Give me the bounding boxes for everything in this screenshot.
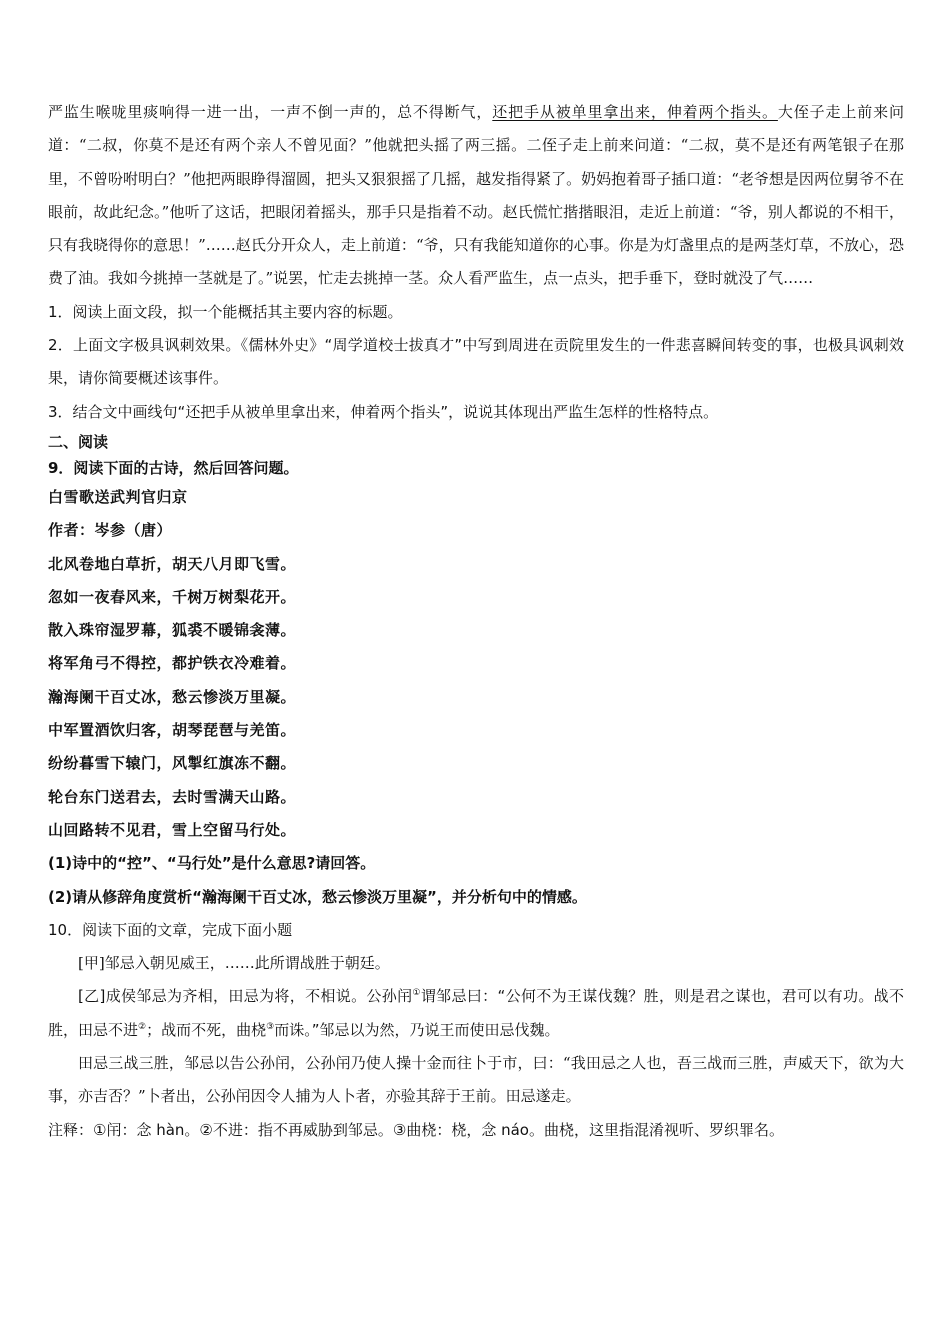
passage-yi-text: [乙]成侯邹忌为齐相，田忌为将，不相说。公孙闬: [78, 987, 413, 1006]
poem-title: 白雪歌送武判官归京: [48, 487, 188, 506]
poem-line: 纷纷暮雪下辕门，风掣红旗冻不翻。: [48, 754, 297, 773]
question-10: 10．阅读下面的文章，完成下面小题: [48, 920, 293, 939]
passage-paragraph: [48, 96, 904, 296]
footnote-mark: ②: [138, 1021, 147, 1032]
document-page: [48, 96, 904, 1147]
poem-line: 轮台东门送君去，去时雪满天山路。: [48, 787, 297, 806]
question-9: 9．阅读下面的古诗，然后回答问题。: [48, 458, 299, 477]
passage-yi-text: 谓邹忌曰：“公何不为王谋伐魏？胜，则是君之谋也，君可以有功。战不胜，田忌不进: [48, 987, 904, 1039]
poem-line: 山回路转不见君，雪上空留马行处。: [48, 820, 297, 839]
question-3: 3．结合文中画线句“还把手从被单里拿出来，伸着两个指头”，说说其体现出严监生怎样的性格特点。: [48, 402, 719, 421]
sub-question-1: (1)诗中的“控”、“马行处”是什么意思?请回答。: [48, 854, 376, 873]
footnote-mark: ①: [412, 988, 421, 999]
poem-line: 散入珠帘湿罗幕，狐裘不暖锦衾薄。: [48, 621, 297, 640]
passage-paragraph-3: 田忌三战三胜，邹忌以告公孙闬，公孙闬乃使人操十金而往卜于市，曰：“我田忌之人也，吾三战而三胜，声威天下，欲为大事，亦吉否？”卜者出，公孙闬因令人捕为人卜者，亦验其辞于王前。田忌遂走。: [48, 1054, 904, 1106]
passage-yi-text: 而诛。”邹忌以为然，乃说王而使田忌伐魏。: [274, 1020, 560, 1039]
poem-line: 将军角弓不得控，都护铁衣冷难着。: [48, 654, 297, 673]
question-2: 2．上面文字极具讽刺效果。《儒林外史》“周学道校士拔真才”中写到周进在贡院里发生的一件悲喜瞬间转变的事，也极具讽刺效果，请你简要概述该事件。: [48, 336, 904, 388]
passage-jia: [甲]邹忌入朝见威王，……此所谓战胜于朝廷。: [78, 954, 390, 973]
underlined-sentence: 还把手从被单里拿出来，伸着两个指头。: [492, 103, 778, 121]
passage-text-rest: 大侄子走上前来问道：“二叔，你莫不是还有两个亲人不曾见面？”他就把头摇了两三摇。二侄子走上前来问道：“二叔，莫不是还有两笔银子在那里，不曾吩咐明白？”他把两眼睁得溜圆，把头又狠狠摇了几摇，越发指得紧了。奶妈抱着哥子插口道：“老爷想是因两位舅爷不在眼前，故此纪念。”他听了这话，把眼闭着摇头，那手只是指着不动。赵氏慌忙揩揩眼泪，走近上前道：“爷，别人都说的不相干，只有我晓得你的意思！”……赵氏分开众人，走上前道：“爷，只有我能知道你的心事。你是为灯盏里点的是两茎灯草，不放心，恐费了油。我如今挑掉一茎就是了。”说罢，忙走去挑掉一茎。众人看严监生，点一点头，把手垂下，登时就没了气……: [48, 103, 904, 288]
passage-yi: [48, 980, 904, 1047]
question-1: 1．阅读上面文段，拟一个能概括其主要内容的标题。: [48, 302, 403, 321]
poem-line: 中军置酒饮归客，胡琴琵琶与羌笛。: [48, 721, 297, 740]
sub-question-2: (2)请从修辞角度赏析“瀚海阑干百丈冰，愁云惨淡万里凝”，并分析句中的情感。: [48, 887, 587, 906]
poem-line: 瀚海阑干百丈冰，愁云惨淡万里凝。: [48, 687, 297, 706]
footnote-mark: ③: [266, 1021, 275, 1032]
poem-author: 作者：岑参（唐）: [48, 521, 173, 540]
section-heading: 二、阅读: [48, 432, 109, 451]
passage-yi-text: ；战而不死，曲桡: [146, 1020, 267, 1039]
poem-line: 忽如一夜春风来，千树万树梨花开。: [48, 587, 297, 606]
annotations: 注释：①闬：念 hàn。②不进：指不再威胁到邹忌。③曲桡：桡，念 náo。曲桡，这里指混淆视听、罗织罪名。: [48, 1120, 784, 1139]
poem-line: 北风卷地白草折，胡天八月即飞雪。: [48, 554, 297, 573]
passage-text-start: 严监生喉咙里痰响得一进一出，一声不倒一声的，总不得断气，: [48, 103, 493, 121]
